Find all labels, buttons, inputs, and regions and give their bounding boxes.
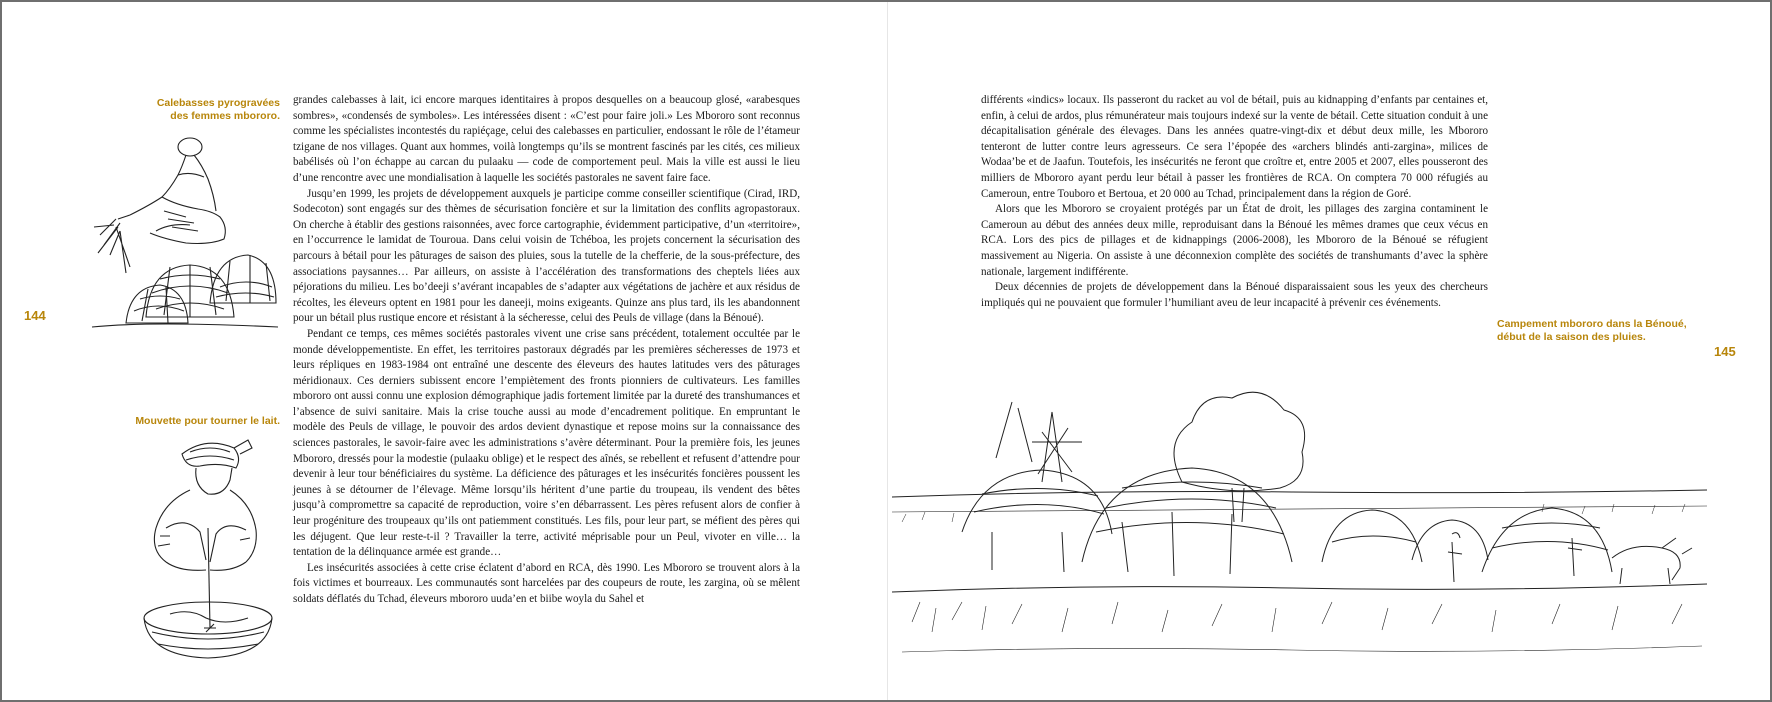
- caption-mouvette: Mouvette pour tourner le lait.: [135, 415, 280, 427]
- left-page-text: [293, 93, 800, 608]
- page-gutter: [887, 2, 888, 700]
- caption-campement: [1497, 318, 1697, 344]
- paragraph: grandes calebasses à lait, ici encore marques identitaires à propos desquelles on a beaucoup glosé, «arabesques sombres», «condensés de symboles». Les intéressées disent : «C’est pour faire joli.» Les Mbororo sont reconnus comme les spécialistes incontestés du rapiéçage, celui des calebasses en particulier, endossant le rôle de l’étameur tzigane de nos villages. Quant aux hommes, voilà longtemps qu’ils se montrent fascinés par les cités, ces milieux babélisés où l’on échappe au carcan du pulaaku — code de comportement peul. Mais la ville est aussi le lieu d’une rencontre avec une mondialisation à laquelle les sociétés pastorales ne savent faire face.: [293, 94, 800, 184]
- paragraph: Pendant ce temps, ces mêmes sociétés pastorales vivent une crise sans précédent, totalement occultée par le monde développementiste. En effet, les territoires pastoraux dégradés par les premières sécheresses de 1973 et leurs répliques en 1983-1984 ont entraîné une descente des éleveurs des hautes latitudes vers des pâturages méridionaux. Ces derniers subissent encore l’empiètement des fronts pionniers de cultivateurs. Les familles mbororo ont aussi connu une explosion démographique jadis fortement limitée par la dureté des transhumances et l’absence de suivi sanitaire. Mais la crise touche aussi au mode d’encadrement politique. En empruntant le modèle des Peuls de village, le pouvoir des ardos devient dynastique et repose moins sur la connaissance des sciences pastorales, le savoir-faire avec les administrations s’avère déterminant. Pour la première fois, les jeunes Mbororo, dressés pour la modestie (pulaaku oblige) et le respect des aînés, se rebellent et refusent d’attendre pour devenir à leur tour bénéficiaires du système. La déficience des pâturages et les insécurités foncières poussent les jeunes à se détourner de l’élevage. Même lorsqu’ils héritent d’une partie du troupeau, ils vendent des bêtes jusqu’à compromettre sa capacité de reproduction, voire s’en débarrassent. Les pères refusent alors de confier à leur progéniture des troupeaux qu’ils ont patiemment constitués. Les fils, pour leur part, se méfient des pères qui les déjugent. Que leur reste-t-il ? Travailler la terre, activité méprisable pour un Peul, vivoter en ville… la tentation de la délinquance armée est grande…: [293, 327, 800, 559]
- illustration-woman-calebasses: [90, 127, 280, 332]
- caption-calebasses: [110, 97, 280, 123]
- paragraph: Jusqu’en 1999, les projets de développement auxquels je participe comme conseiller scientifique (Cirad, IRD, Sodecoton) sont engagés sur des thèmes de sécurisation foncière et sur la limitation des conflits agropastoraux. On cherche à établir des gestions raisonnées, avec force cartographie, évidemment participative, d’un «territoire», en l’occurrence le lamidat de Touroua. Dans celui voisin de Tchéboa, les projets concernent la sécurisation des parcours à bétail pour les pâturages de saison des pluies, sous la tutelle de la chefferie, de la sous-préfecture, des associations paysannes… Par ailleurs, on assiste à l’accélération des transformations des cheptels liées aux péjorations du milieu. Les bo’deeji s’avérant incapables de s’adapter aux végétations de jachère et aux résidus de récoltes, les éleveurs optent en 1981 pour les daneeji, moins exigeants. Quinze ans plus tard, ils les abandonnent pour un bétail plus rustique encore et résistant à la sécheresse, celui des Peuls de village (dans la Bénoué).: [293, 187, 800, 325]
- caption-calebasses-line2: des femmes mbororo.: [170, 110, 280, 122]
- illustration-campement: [892, 362, 1707, 672]
- page-number-right: 145: [1714, 344, 1736, 359]
- illustration-man-mouvette: [130, 432, 280, 662]
- caption-campement-line1: Campement mbororo dans la Bénoué,: [1497, 318, 1687, 330]
- right-page-text: [981, 93, 1488, 311]
- paragraph: Deux décennies de projets de développement dans la Bénoué disparaissaient sous les yeux des chercheurs impliqués qui ne pouvaient que formuler l’humiliant aveu de leur incapacité à prévenir ces événements.: [981, 281, 1488, 309]
- paragraph: différents «indics» locaux. Ils passeront du racket au vol de bétail, puis au kidnapping d’enfants par centaines et, enfin, à celui de ardos, plus rémunérateur mais toujours indexé sur la vente de bétail. Cette situation conduit à une décapitalisation générale des élevages. Dans les années quatre-vingt-dix et début deux mille, les Mbororo tenteront de lutter contre leurs agresseurs. Ce sera l’épopée des «archers blindés anti-zargina», milices de Wodaa’be et de Jaafun. Toutefois, les insécurités ne feront que croître et, entre 2005 et 2007, elles pousseront des milliers de Mbororo ayant perdu leur bétail à passer les frontières de RCA. On comptera 70 000 réfugiés au Cameroun, entre Touboro et Bertoua, et 20 000 au Tchad, principalement dans la région de Goré.: [981, 94, 1488, 200]
- paragraph: Alors que les Mbororo se croyaient protégés par un État de droit, les pillages des zargina contaminent le Cameroun au début des années deux mille, reproduisant dans la Bénoué les mêmes drames que ceux vécus en RCA. Lors des pics de pillages et de kidnappings (2006-2008), les Mbororo de la Bénoué se réfugient massivement au Nigeria. On assiste à une déconnexion complète des sociétés de transhumants d’avec la sphère nationale, largement indifférente.: [981, 203, 1488, 278]
- page-number-left: 144: [24, 308, 46, 323]
- paragraph: Les insécurités associées à cette crise éclatent d’abord en RCA, dès 1990. Les Mbororo se trouvent alors à la fois victimes et bourreaux. Les communautés sont harcelées par des coupeurs de route, les zargina, où se mêlent soldats déflatés du Tchad, éleveurs mbororo uuda’en et biibe woyla du Sahel et: [293, 561, 800, 605]
- caption-campement-line2: début de la saison des pluies.: [1497, 331, 1646, 343]
- caption-calebasses-line1: Calebasses pyrogravées: [156, 97, 280, 109]
